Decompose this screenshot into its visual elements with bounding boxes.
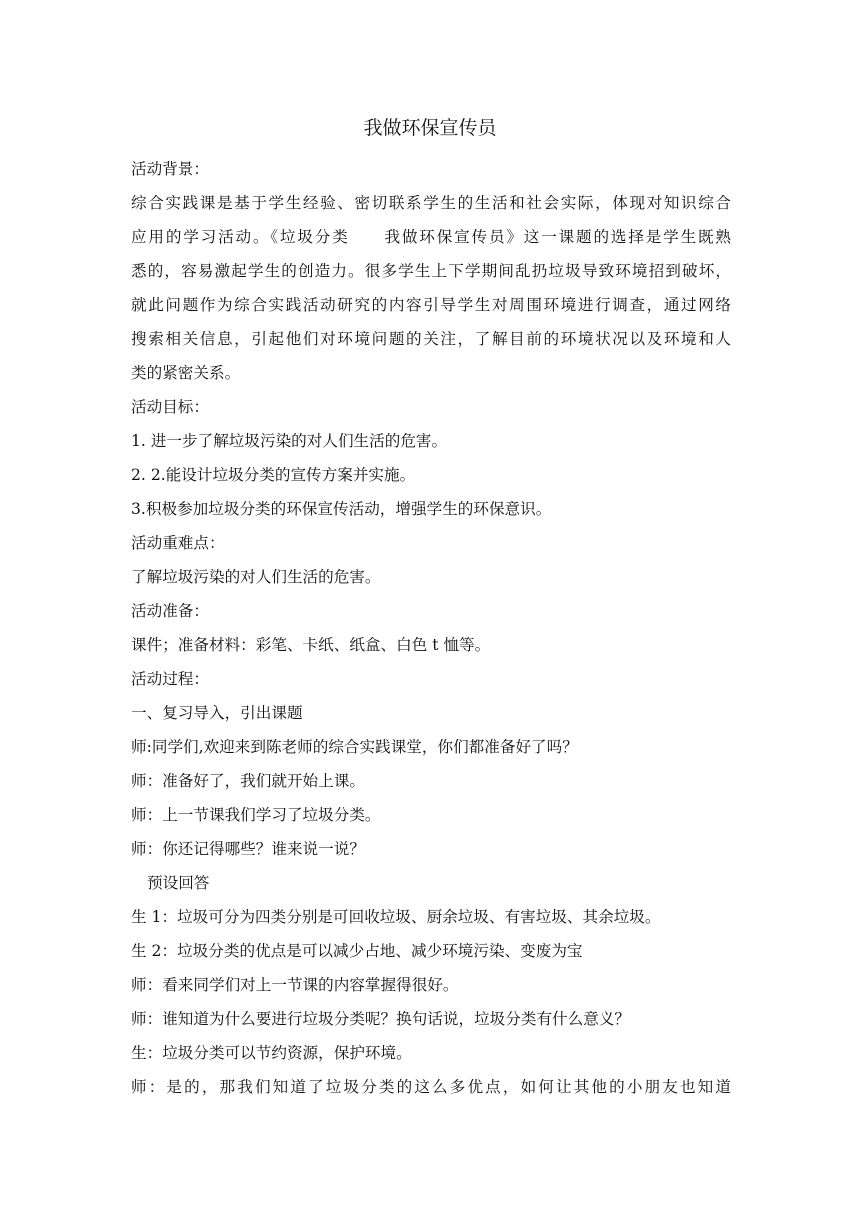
text-line: 搜索相关信息，引起他们对环境问题的关注，了解目前的环境状况以及环境和人 — [131, 330, 731, 348]
text-line: 综合实践课是基于学生经验、密切联系学生的生活和社会实际，体现对知识综合 — [131, 194, 731, 212]
text-line: 师：看来同学们对上一节课的内容掌握得很好。 — [131, 976, 459, 994]
text-line: 就此问题作为综合实践活动研究的内容引导学生对周围环境进行调查，通过网络 — [131, 296, 731, 314]
text-line: 师：准备好了，我们就开始上课。 — [131, 772, 365, 790]
text-line: 师：你还记得哪些？谁来说一说？ — [131, 840, 365, 858]
document-body — [131, 152, 731, 1104]
text-line: 活动准备： — [131, 602, 209, 620]
text-line: 应用的学习活动。《垃圾分类 我做环保宣传员》这一课题的选择是学生既熟 — [131, 228, 731, 246]
text-line: 类的紧密关系。 — [131, 364, 241, 382]
text-line: 一、复习导入，引出课题 — [131, 704, 303, 722]
text-line: 活动过程： — [131, 670, 209, 688]
text-line: 了解垃圾污染的对人们生活的危害。 — [131, 568, 381, 586]
document-title: 我做环保宣传员 — [363, 117, 497, 139]
text-line: 生：垃圾分类可以节约资源，保护环境。 — [131, 1044, 412, 1062]
text-line: 2. 2.能设计垃圾分类的宣传方案并实施。 — [131, 466, 416, 484]
text-line: 生 1：垃圾可分为四类分别是可回收垃圾、厨余垃圾、有害垃圾、其余垃圾。 — [131, 908, 661, 926]
text-line: 活动重难点： — [131, 534, 225, 552]
text-line: 悉的，容易激起学生的创造力。很多学生上下学期间乱扔垃圾导致环境招到破坏， — [131, 262, 731, 280]
text-line: 1. 进一步了解垃圾污染的对人们生活的危害。 — [131, 432, 448, 450]
text-line: 活动背景： — [131, 160, 209, 178]
text-line: 活动目标： — [131, 398, 209, 416]
text-line: 师:同学们,欢迎来到陈老师的综合实践课堂，你们都准备好了吗？ — [131, 738, 578, 756]
text-line: 师：是的，那我们知道了垃圾分类的这么多优点，如何让其他的小朋友也知道 — [131, 1078, 731, 1096]
text-line: 师：上一节课我们学习了垃圾分类。 — [131, 806, 381, 824]
text-line: 3.积极参加垃圾分类的环保宣传活动，增强学生的环保意识。 — [131, 500, 552, 518]
text-line: 生 2：垃圾分类的优点是可以减少占地、减少环境污染、变废为宝 — [131, 942, 583, 960]
text-line: 师：谁知道为什么要进行垃圾分类呢？换句话说，垃圾分类有什么意义？ — [131, 1010, 631, 1028]
text-line: 预设回答 — [147, 874, 210, 892]
text-line: 课件；准备材料：彩笔、卡纸、纸盒、白色 t 恤等。 — [131, 636, 491, 654]
